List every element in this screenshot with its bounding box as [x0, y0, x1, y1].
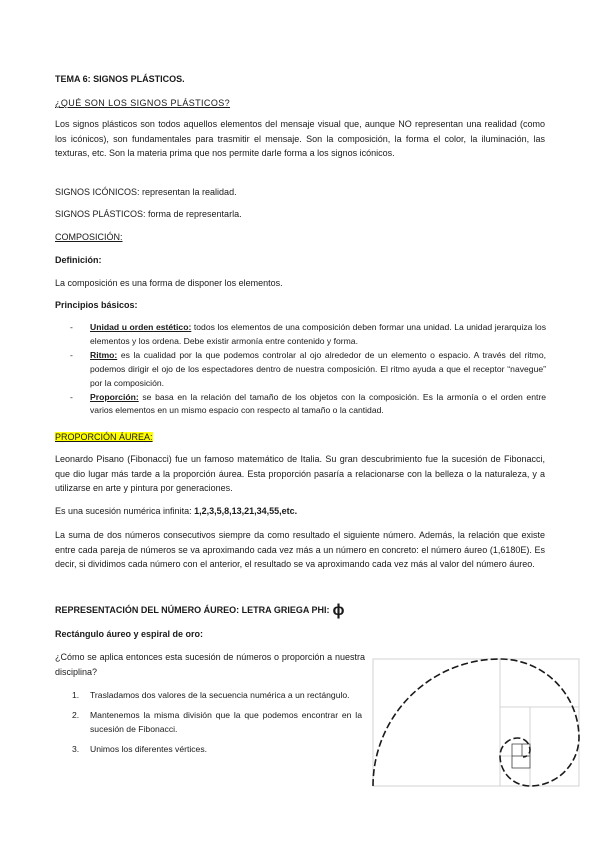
intro-paragraph: Los signos plásticos son todos aquellos elementos del mensaje visual que, aunque NO representan una realidad (como los icónicos), son fundamentales para trasmitir el mensaje. Son la composición, la forma el color, la iluminación, las texturas, etc. Son la materia prima que nos permite darle forma a los signos icónicos. [55, 119, 545, 158]
principle-proportion: - Proporción: se basa en la relación del tamaño de los objetos con la composición. Es la armonía o el orden entre varios elementos en un mismo espacio con respecto al tamaño o la cantidad. [70, 391, 546, 416]
document-title: TEMA 6: SIGNOS PLÁSTICOS. [55, 74, 185, 84]
step-item: 1. Trasladamos dos valores de la secuencia numérica a un rectángulo. [72, 690, 350, 700]
phi-heading: REPRESENTACIÓN DEL NÚMERO ÁUREO: LETRA GRIEGA PHI: ϕ [55, 602, 345, 619]
principle-term: Proporción: [90, 391, 139, 402]
plastic-signs-line: SIGNOS PLÁSTICOS: forma de representarla. [55, 209, 242, 219]
iconic-signs-line: SIGNOS ICÓNICOS: representan la realidad. [55, 187, 237, 197]
step-item: 2. Mantenemos la misma división que la que podemos encontrar en la sucesión de Fibonacci. [72, 710, 362, 734]
sequence-line: Es una sucesión numérica infinita: 1,2,3,5,8,13,21,34,55,etc. [55, 506, 298, 516]
golden-rectangle-grid [373, 659, 579, 786]
sum-paragraph: La suma de dos números consecutivos siempre da como resultado el siguiente número. Además, la relación que existe entre cada pareja de números se va aproximando cada vez más a un número en concreto: el número áureo (1,6180E). Es decir, si dividimos cada número con el anterior, el resultado se va aproximando cada vez más al valor del número áureo. [55, 530, 545, 569]
principle-term: Unidad u orden estético: [90, 322, 192, 332]
principle-text: se basa en la relación del tamaño de los objetos con la composición. Es la armonía o el orden entre varios elementos en un mismo espacio con respecto al tamaño o la cantidad. [90, 391, 546, 416]
principle-unity: - Unidad u orden estético: todos los elementos de una composición deben formar una unidad. La unidad jerarquiza los elementos y los ordena. Debe existir armonía entre contenido y forma. [70, 322, 547, 346]
steps-list [70, 688, 362, 762]
rectangle-heading: Rectángulo áureo y espiral de oro: [55, 629, 204, 639]
fibonacci-sequence: 1,2,3,5,8,13,21,34,55,etc. [194, 506, 298, 516]
golden-rectangle [373, 659, 579, 786]
phi-symbol: ϕ [332, 602, 345, 619]
definition-label: Definición: [55, 255, 102, 265]
golden-heading: PROPORCIÓN ÁUREA: [55, 432, 153, 442]
apply-question: ¿Cómo se aplica entonces esta sucesión de números o proporción a nuestra disciplina? [55, 652, 365, 677]
fibonacci-paragraph: Leonardo Pisano (Fibonacci) fue un famoso matemático de Italia. Su gran descubrimiento fue la sucesión de Fibonacci, que dio lugar más tarde a la proporción áurea. Esta proporción pasaría a relacionarse con la belleza o la naturaleza, y a utilizarse en arte y pintura por generaciones. [55, 454, 545, 493]
principles-list [70, 321, 546, 418]
definition-text: La composición es una forma de disponer los elementos. [55, 278, 283, 288]
question-heading: ¿QUÉ SON LOS SIGNOS PLÁSTICOS? [55, 98, 231, 108]
golden-spiral-diagram [372, 658, 580, 787]
golden-spiral [373, 659, 579, 786]
principle-rhythm: - Ritmo: es la cualidad por la que podemos controlar al ojo alrededor de un elemento o espacio. A través del ritmo, podemos dirigir el ojo de los espectadores dentro de nuestra composición. El ritmo ayuda a que el receptor “navegue” por la composición. [70, 349, 546, 388]
composition-heading: COMPOSICIÓN: [55, 232, 123, 242]
principle-text: es la cualidad por la que podemos controlar al ojo alrededor de un elemento o espacio. A través del ritmo, podemos dirigir el ojo de los espectadores dentro de nuestra composición. El ritmo ayuda a que el receptor “navegue” por la composición. [90, 349, 546, 388]
principle-term: Ritmo: [90, 349, 118, 360]
step-item: 3. Unimos los diferentes vértices. [72, 744, 208, 754]
principle-text: todos los elementos de una composición deben formar una unidad. La unidad jerarquiza los elementos y los ordena. Debe existir armonía entre contenido y forma. [90, 322, 547, 346]
principles-label: Principios básicos: [55, 300, 138, 310]
golden-rectangle-inner [512, 744, 530, 768]
